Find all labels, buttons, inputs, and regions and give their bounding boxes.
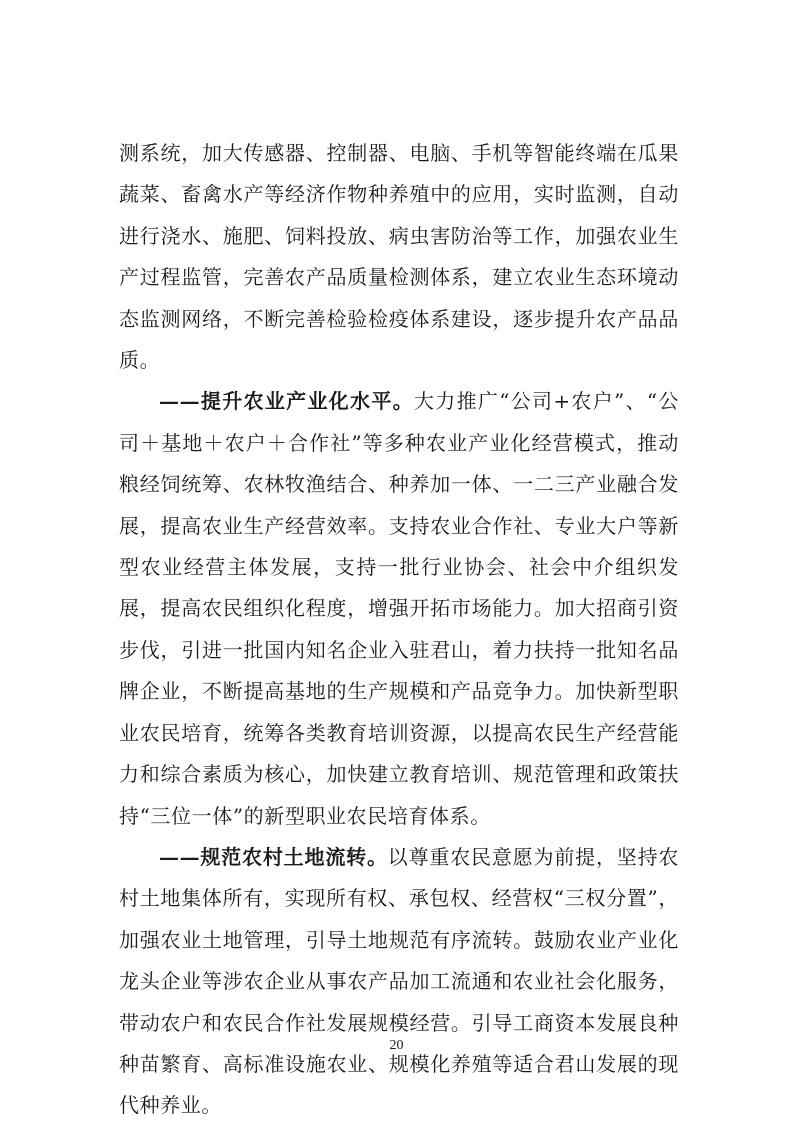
paragraph-2-heading: ——提升农业产业化水平。 [159,389,414,414]
paragraph-2 [119,381,679,836]
paragraph-3 [119,837,679,1127]
paragraph-3-heading: ——规范农村土地流转。 [159,844,388,869]
page-number: 20 [389,1038,404,1053]
paragraph-1 [119,133,679,381]
paragraph-1-text: 测系统，加大传感器、控制器、电脑、手机等智能终端在瓜果蔬菜、畜禽水产等经济作物种养殖中的应用，实时监测，自动进行浇水、施肥、饲料投放、病虫害防治等工作，加强农业生产过程监管，完善农产品质量检测体系，建立农业生态环境动态监测网络，不断完善检验检疫体系建设，逐步提升农产品品质。 [119,141,679,373]
paragraph-3-text: 以尊重农民意愿为前提，坚持农村土地集体所有，实现所有权、承包权、经营权“三权分置”，加强农业土地管理，引导土地规范有序流转。鼓励农业产业化龙头企业等涉农企业从事农产品加工流通和农业社会化服务，带动农户和农民合作社发展规模经营。引导工商资本发展良种种苗繁育、高标准设施农业、规模化养殖等适合君山发展的现代种养业。 [119,844,679,1118]
paragraph-2-text: 大力推广“公司+农户”、“公司＋基地＋农户＋合作社”等多种农业产业化经营模式，推动粮经饲统筹、农林牧渔结合、种养加一体、一二三产业融合发展，提高农业生产经营效率。支持农业合作社、专业大户等新型农业经营主体发展，支持一批行业协会、社会中介组织发展，提高农民组织化程度，增强开拓市场能力。加大招商引资步伐，引进一批国内知名企业入驻君山，着力扶持一批知名品牌企业，不断提高基地的生产规模和产品竞争力。加快新型职业农民培育，统筹各类教育培训资源，以提高农民生产经营能力和综合素质为核心，加快建立教育培训、规范管理和政策扶持“三位一体”的新型职业农民培育体系。 [119,389,679,828]
body-text [119,133,679,1127]
